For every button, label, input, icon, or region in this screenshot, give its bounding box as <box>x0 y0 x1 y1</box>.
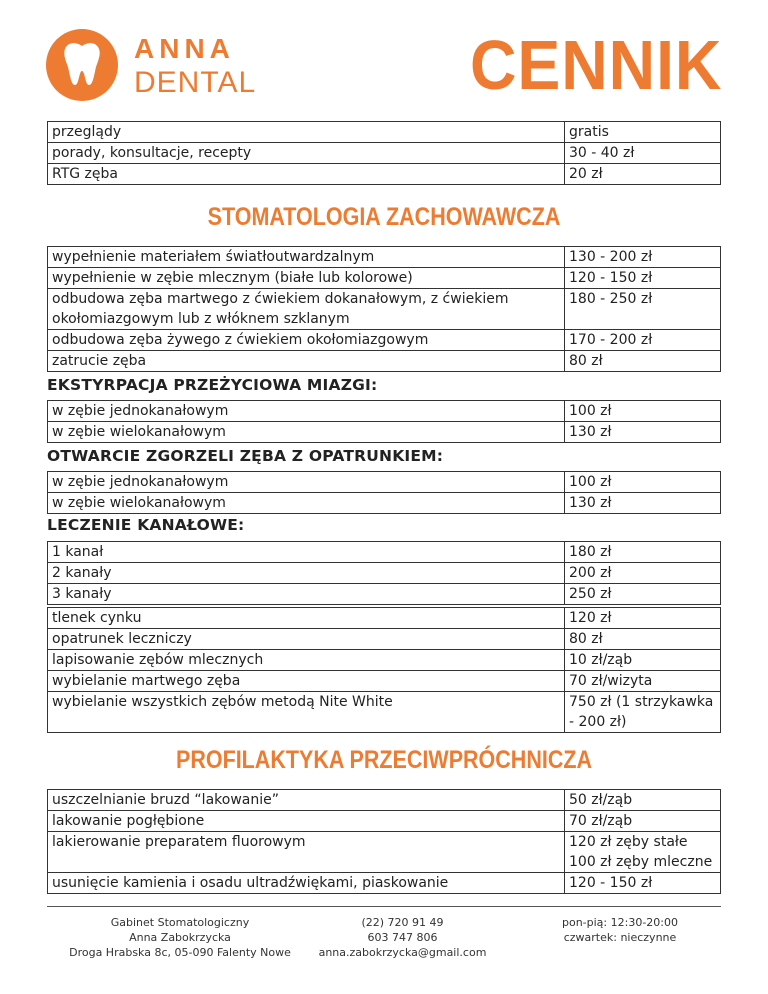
table-row <box>48 143 721 164</box>
service-name: tlenek cynku <box>48 608 565 629</box>
page-title: CENNIK <box>469 26 722 104</box>
table-row <box>48 563 721 584</box>
footer-line: Droga Hrabska 8c, 05-090 Falenty Nowe <box>69 946 291 959</box>
service-name: wypełnienie w zębie mlecznym (białe lub kolorowe) <box>48 268 565 289</box>
stomatologia-price-table <box>47 246 721 372</box>
table-row <box>48 650 721 671</box>
table-row <box>48 472 721 493</box>
service-price: 70 zł/ząb <box>565 811 721 832</box>
service-name: zatrucie zęba <box>48 351 565 372</box>
service-name: porady, konsultacje, recepty <box>48 143 565 164</box>
table-row <box>48 164 721 185</box>
service-name: lapisowanie zębów mlecznych <box>48 650 565 671</box>
footer-phone: (22) 720 91 49 <box>361 916 444 929</box>
logo-name: ANNA <box>134 33 235 64</box>
table-row <box>48 584 721 605</box>
logo-circle <box>46 29 118 101</box>
tooth-icon <box>60 41 104 89</box>
service-name: 1 kanał <box>48 542 565 563</box>
service-price: 100 zł <box>565 401 721 422</box>
table-row <box>48 289 721 330</box>
footer-line: czwartek: nieczynne <box>563 931 677 944</box>
table-row <box>48 422 721 443</box>
table-row <box>48 122 721 143</box>
footer-divider <box>47 906 721 907</box>
service-name: odbudowa zęba żywego z ćwiekiem okołomiazgowym <box>48 330 565 351</box>
ekstyrpacja-price-table <box>47 400 721 443</box>
service-price: 180 zł <box>565 542 721 563</box>
service-price-line: 100 zł zęby mleczne <box>569 854 713 870</box>
service-price: 130 zł <box>565 493 721 514</box>
footer-hours <box>535 915 705 945</box>
service-name: wybielanie martwego zęba <box>48 671 565 692</box>
service-name: uszczelnianie bruzd “lakowanie” <box>48 790 565 811</box>
service-name: opatrunek leczniczy <box>48 629 565 650</box>
service-name: wybielanie wszystkich zębów metodą Nite White <box>48 692 565 733</box>
service-price-line: 120 zł zęby stałe <box>569 834 688 850</box>
service-name: wypełnienie materiałem światłoutwardzalnym <box>48 247 565 268</box>
subsection-title-otwarcie: OTWARCIE ZGORZELI ZĘBA Z OPATRUNKIEM: <box>47 447 444 465</box>
service-price: 180 - 250 zł <box>565 289 721 330</box>
service-name: RTG zęba <box>48 164 565 185</box>
section-title-profilaktyka: PROFILAKTYKA PRZECIWPRÓCHNICZA <box>175 746 593 774</box>
logo <box>46 27 261 107</box>
service-price: 120 - 150 zł <box>565 268 721 289</box>
footer-mobile: 603 747 806 <box>367 931 438 944</box>
table-row <box>48 629 721 650</box>
table-row <box>48 608 721 629</box>
service-price: 120 - 150 zł <box>565 873 721 894</box>
footer-email: anna.zabokrzycka@gmail.com <box>318 946 487 959</box>
table-row <box>48 268 721 289</box>
general-price-table <box>47 121 721 185</box>
other-price-table <box>47 607 721 733</box>
service-price: 120 zł <box>565 608 721 629</box>
service-price: 30 - 40 zł <box>565 143 721 164</box>
table-row <box>48 692 721 733</box>
kanalowe-price-table <box>47 541 721 605</box>
service-name: odbudowa zęba martwego z ćwiekiem dokanałowym, z ćwiekiem okołomiazgowym lub z włóknem szklanym <box>48 289 565 330</box>
logo-subname: DENTAL <box>134 66 257 99</box>
service-price: gratis <box>565 122 721 143</box>
service-price: 20 zł <box>565 164 721 185</box>
service-name: lakowanie pogłębione <box>48 811 565 832</box>
service-price: 750 zł (1 strzykawka - 200 zł) <box>565 692 721 733</box>
profilaktyka-price-table <box>47 789 721 894</box>
table-row <box>48 330 721 351</box>
table-row <box>48 811 721 832</box>
table-row <box>48 790 721 811</box>
service-price: 10 zł/ząb <box>565 650 721 671</box>
service-name: w zębie wielokanałowym <box>48 493 565 514</box>
otwarcie-price-table <box>47 471 721 514</box>
service-name: 3 kanały <box>48 584 565 605</box>
subsection-title-kanalowe: LECZENIE KANAŁOWE: <box>47 516 245 534</box>
service-price: 130 - 200 zł <box>565 247 721 268</box>
service-price: 50 zł/ząb <box>565 790 721 811</box>
footer-line: Gabinet Stomatologiczny <box>110 916 250 929</box>
service-price: 170 - 200 zł <box>565 330 721 351</box>
subsection-title-ekstyrpacja: EKSTYRPACJA PRZEŻYCIOWA MIAZGI: <box>47 376 378 394</box>
table-row <box>48 351 721 372</box>
table-row <box>48 873 721 894</box>
service-name: 2 kanały <box>48 563 565 584</box>
section-title-stomatologia: STOMATOLOGIA ZACHOWAWCZA <box>207 203 561 231</box>
footer-contact <box>300 915 505 960</box>
service-name: przeglądy <box>48 122 565 143</box>
service-price <box>565 832 721 873</box>
service-name: w zębie wielokanałowym <box>48 422 565 443</box>
table-row <box>48 493 721 514</box>
service-price: 80 zł <box>565 629 721 650</box>
table-row <box>48 247 721 268</box>
service-name: w zębie jednokanałowym <box>48 472 565 493</box>
service-price: 80 zł <box>565 351 721 372</box>
service-price: 130 zł <box>565 422 721 443</box>
table-row <box>48 401 721 422</box>
service-price: 70 zł/wizyta <box>565 671 721 692</box>
table-row <box>48 542 721 563</box>
footer-line: pon-pią: 12:30-20:00 <box>561 916 678 929</box>
footer-address <box>50 915 310 960</box>
service-name: w zębie jednokanałowym <box>48 401 565 422</box>
service-price: 200 zł <box>565 563 721 584</box>
table-row <box>48 832 721 873</box>
table-row <box>48 671 721 692</box>
service-price: 100 zł <box>565 472 721 493</box>
service-name: lakierowanie preparatem fluorowym <box>48 832 565 873</box>
service-name: usunięcie kamienia i osadu ultradźwiękami, piaskowanie <box>48 873 565 894</box>
footer-line: Anna Zabokrzycka <box>129 931 231 944</box>
service-price: 250 zł <box>565 584 721 605</box>
